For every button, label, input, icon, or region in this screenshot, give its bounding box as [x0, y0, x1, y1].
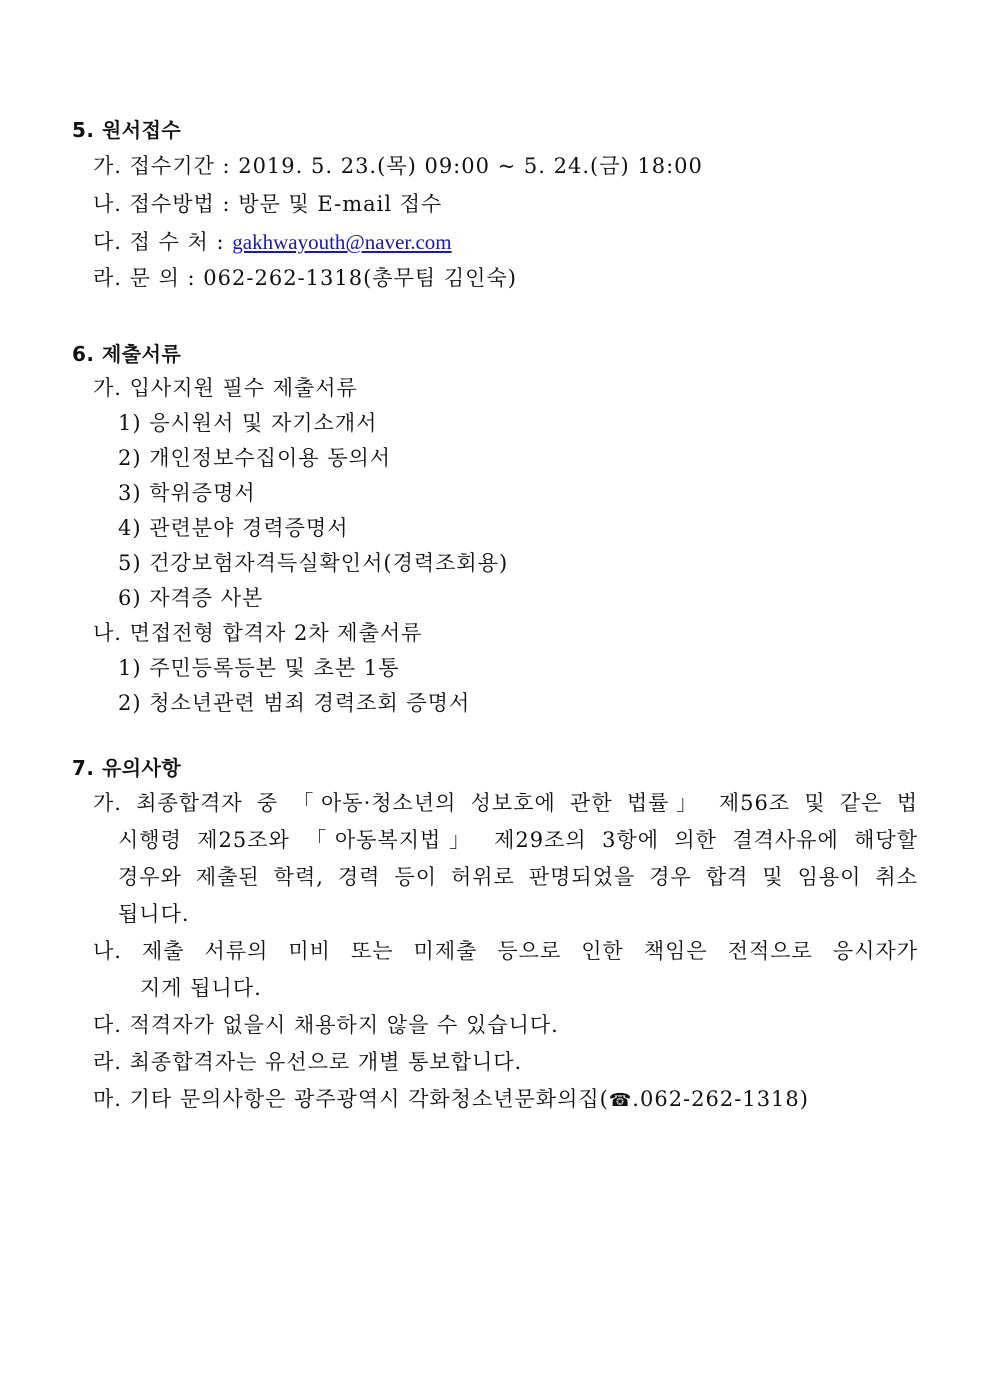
note-e-text: 마. 기타 문의사항은 광주광역시 각화청소년문화의집( [93, 1087, 609, 1111]
note-a-line-4: 됩니다. [118, 902, 190, 926]
list-item: 6) 자격증 사본 [118, 586, 264, 610]
list-item: 5) 건강보험자격득실확인서(경력조회용) [118, 551, 509, 575]
application-inquiry: 라. 문 의 : 062-262-1318(총무팀 김인숙) [93, 266, 517, 290]
application-method: 나. 접수방법 : 방문 및 E-mail 접수 [93, 192, 443, 216]
note-a-line-1: 가. 최종합격자 중 「아동·청소년의 성보호에 관한 법률」 제56조 및 같은 법 [93, 791, 918, 815]
list-item: 3) 학위증명서 [118, 481, 256, 505]
required-documents-title: 가. 입사지원 필수 제출서류 [93, 376, 358, 400]
note-b-line-1: 나. 제출 서류의 미비 또는 미제출 등으로 인한 책임은 전적으로 응시자가 [93, 939, 918, 963]
note-a-line-3: 경우와 제출된 학력, 경력 등이 허위로 판명되었을 경우 합격 및 임용이 취소 [118, 865, 918, 889]
note-d: 라. 최종합격자는 유선으로 개별 통보합니다. [93, 1050, 523, 1074]
note-e [93, 1085, 809, 1115]
email-link[interactable]: gakhwayouth@naver.com [232, 230, 452, 254]
application-period: 가. 접수기간 : 2019. 5. 23.(목) 09:00 ~ 5. 24.(금) 18:00 [93, 154, 703, 178]
section-7-heading: 7. 유의사항 [72, 756, 182, 780]
section-6-heading: 6. 제출서류 [72, 342, 182, 366]
list-item: 1) 응시원서 및 자기소개서 [118, 411, 378, 435]
note-e-phone: .062-262-1318) [632, 1087, 809, 1111]
phone-icon: ☎ [608, 1090, 633, 1111]
list-item: 2) 개인정보수집이용 동의서 [118, 446, 392, 470]
section-5-heading: 5. 원서접수 [72, 118, 182, 142]
list-item: 2) 청소년관련 범죄 경력조회 증명서 [118, 691, 471, 715]
application-place [93, 228, 452, 256]
application-place-label: 다. 접 수 처 : [93, 230, 233, 254]
note-a-line-2: 시행령 제25조와 「아동복지법」 제29조의 3항에 의한 결격사유에 해당할 [118, 828, 918, 852]
note-b-line-2: 지게 됩니다. [140, 976, 262, 1000]
second-documents-title: 나. 면접전형 합격자 2차 제출서류 [93, 621, 423, 645]
list-item: 4) 관련분야 경력증명서 [118, 516, 349, 540]
note-c: 다. 적격자가 없을시 채용하지 않을 수 있습니다. [93, 1013, 559, 1037]
list-item: 1) 주민등록등본 및 초본 1통 [118, 656, 400, 680]
